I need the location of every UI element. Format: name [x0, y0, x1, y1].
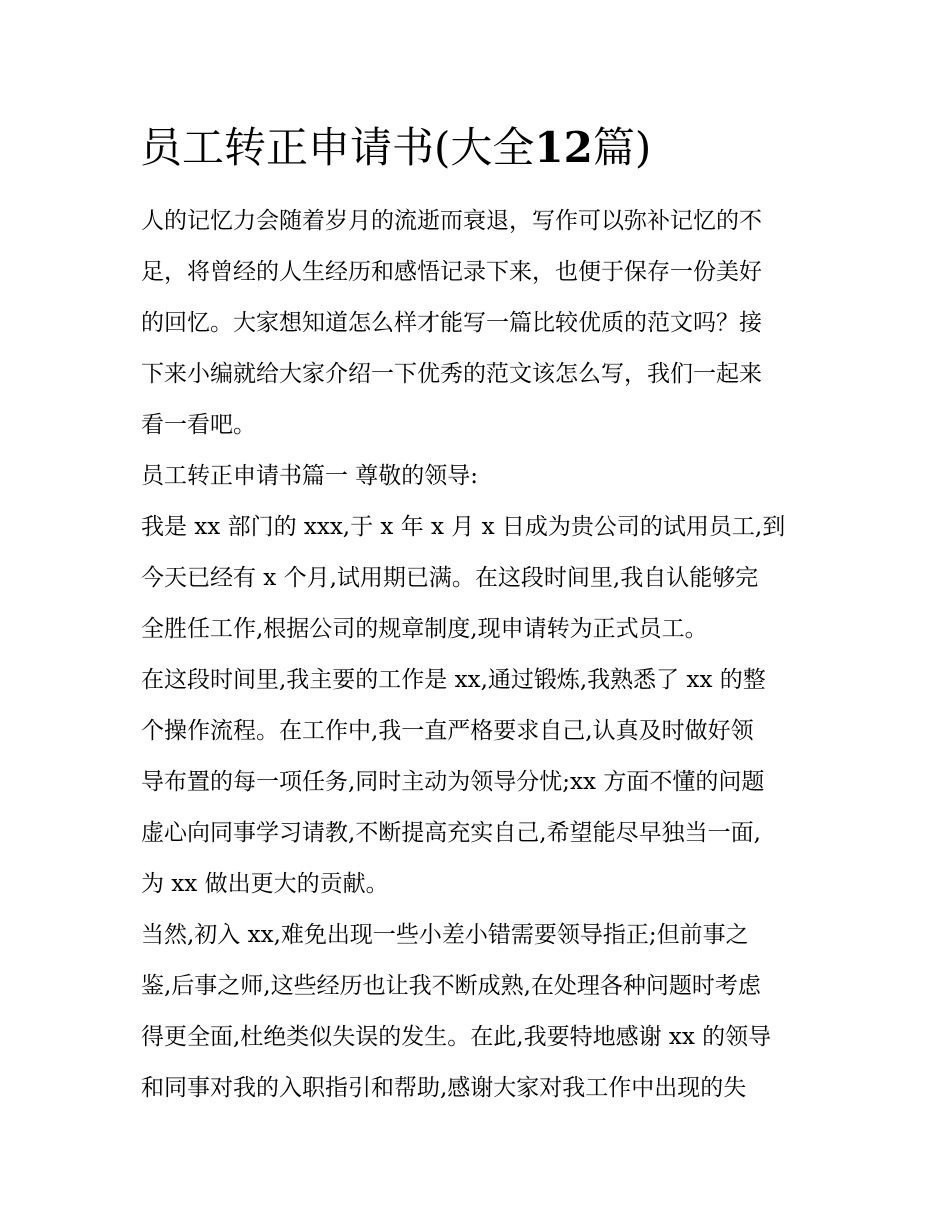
- text-line: 看一看吧。: [141, 412, 256, 438]
- text-line: 导布置的每一项任务,同时主动为领导分忧;xx 方面不懂的问题: [141, 769, 765, 795]
- text-line: 虚心向同事学习请教,不断提高充实自己,希望能尽早独当一面,: [141, 820, 761, 846]
- text-line: 全胜任工作,根据公司的规章制度,现申请转为正式员工。: [141, 616, 708, 642]
- section-heading-line: 员工转正申请书篇一 尊敬的领导:: [141, 463, 479, 489]
- title-number: 12: [534, 123, 593, 172]
- text-line: 和同事对我的入职指引和帮助,感谢大家对我工作中出现的失: [141, 1075, 747, 1101]
- document-title: [140, 112, 651, 184]
- text-line: 得更全面,杜绝类似失误的发生。在此,我要特地感谢 xx 的领导: [141, 1024, 772, 1050]
- text-line: 的回忆。大家想知道怎么样才能写一篇比较优质的范文吗？接: [141, 310, 762, 336]
- title-text: 员工转正申请书(大全: [140, 123, 535, 172]
- document-body: [141, 196, 813, 1114]
- text-line: 鉴,后事之师,这些经历也让我不断成熟,在处理各种问题时考虑: [141, 973, 761, 999]
- text-line: 我是 xx 部门的 xxx,于 x 年 x 月 x 日成为贵公司的试用员工,到: [141, 514, 786, 540]
- text-line: 下来小编就给大家介绍一下优秀的范文该怎么写，我们一起来: [141, 361, 762, 387]
- text-line: 当然,初入 xx,难免出现一些小差小错需要领导指正;但前事之: [141, 922, 749, 948]
- text-line: 为 xx 做出更大的贡献。: [141, 871, 389, 897]
- text-line: 足，将曾经的人生经历和感悟记录下来，也便于保存一份美好: [141, 259, 762, 285]
- text-line: 今天已经有 x 个月,试用期已满。在这段时间里,我自认能够完: [141, 565, 759, 591]
- text-line: 在这段时间里,我主要的工作是 xx,通过锻炼,我熟悉了 xx 的整: [141, 667, 766, 693]
- text-line: 人的记忆力会随着岁月的流逝而衰退，写作可以弥补记忆的不: [141, 208, 762, 234]
- title-suffix: 篇): [592, 123, 652, 172]
- text-line: 个操作流程。在工作中,我一直严格要求自己,认真及时做好领: [141, 718, 754, 744]
